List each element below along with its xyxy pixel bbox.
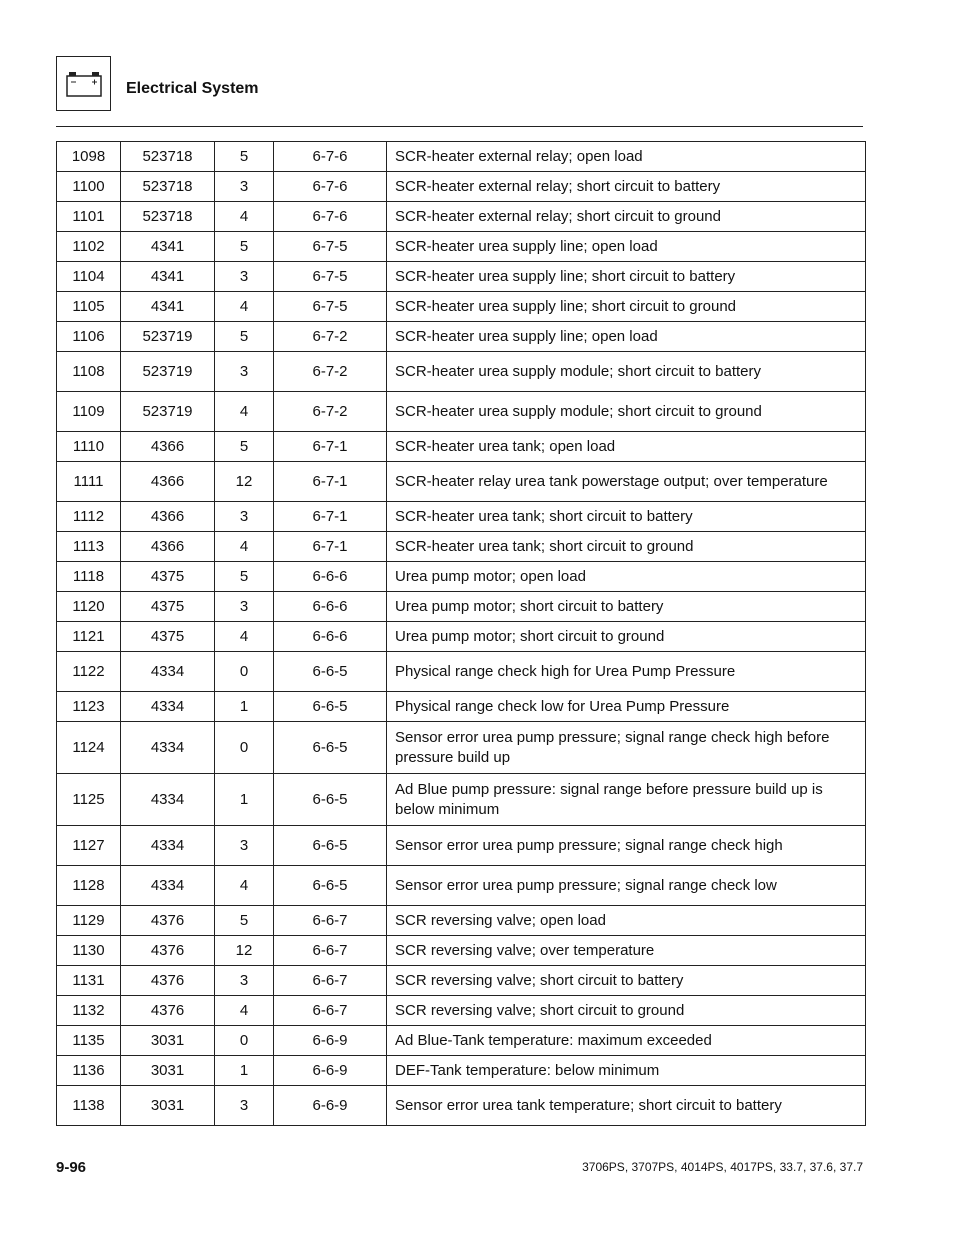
cell-ref: 6-6-5 (274, 866, 387, 906)
cell-ref: 6-7-1 (274, 532, 387, 562)
cell-description: Sensor error urea pump pressure; signal range check low (387, 866, 866, 906)
cell-description: SCR-heater external relay; open load (387, 142, 866, 172)
cell-ref: 6-7-2 (274, 322, 387, 352)
cell-spn: 4366 (121, 532, 215, 562)
cell-ref: 6-7-6 (274, 172, 387, 202)
cell-code: 1118 (57, 562, 121, 592)
cell-code: 1132 (57, 996, 121, 1026)
cell-ref: 6-7-1 (274, 432, 387, 462)
table-row (57, 292, 866, 322)
cell-code: 1120 (57, 592, 121, 622)
cell-spn: 4375 (121, 562, 215, 592)
cell-fmi: 5 (215, 232, 274, 262)
cell-spn: 4376 (121, 906, 215, 936)
table-row (57, 142, 866, 172)
table-row (57, 722, 866, 774)
cell-fmi: 0 (215, 1026, 274, 1056)
cell-description: DEF-Tank temperature: below minimum (387, 1056, 866, 1086)
cell-fmi: 1 (215, 692, 274, 722)
cell-spn: 4334 (121, 652, 215, 692)
page-number: 9-96 (56, 1159, 87, 1176)
cell-description: Sensor error urea pump pressure; signal range check high before pressure build up (387, 722, 866, 774)
cell-spn: 523719 (121, 392, 215, 432)
cell-description: SCR reversing valve; open load (387, 906, 866, 936)
cell-ref: 6-6-7 (274, 966, 387, 996)
cell-fmi: 4 (215, 866, 274, 906)
cell-spn: 4375 (121, 592, 215, 622)
cell-spn: 4376 (121, 936, 215, 966)
cell-fmi: 0 (215, 652, 274, 692)
cell-description: SCR-heater urea supply module; short circuit to ground (387, 392, 866, 432)
section-title: Electrical System (126, 80, 259, 97)
cell-fmi: 1 (215, 1056, 274, 1086)
cell-description: SCR-heater external relay; short circuit to ground (387, 202, 866, 232)
cell-code: 1125 (57, 774, 121, 826)
cell-code: 1111 (57, 462, 121, 502)
cell-fmi: 5 (215, 322, 274, 352)
cell-ref: 6-6-5 (274, 722, 387, 774)
cell-description: SCR-heater urea supply line; open load (387, 322, 866, 352)
table-row (57, 936, 866, 966)
cell-ref: 6-6-5 (274, 774, 387, 826)
cell-spn: 4334 (121, 866, 215, 906)
table-row (57, 502, 866, 532)
cell-code: 1101 (57, 202, 121, 232)
cell-fmi: 3 (215, 592, 274, 622)
table-row (57, 352, 866, 392)
table-row (57, 432, 866, 462)
cell-description: SCR-heater external relay; short circuit to battery (387, 172, 866, 202)
cell-description: SCR-heater relay urea tank powerstage output; over temperature (387, 462, 866, 502)
cell-code: 1127 (57, 826, 121, 866)
cell-code: 1102 (57, 232, 121, 262)
cell-fmi: 5 (215, 906, 274, 936)
table-row (57, 866, 866, 906)
table-row (57, 322, 866, 352)
cell-description: Urea pump motor; short circuit to battery (387, 592, 866, 622)
cell-description: SCR reversing valve; over temperature (387, 936, 866, 966)
cell-code: 1100 (57, 172, 121, 202)
cell-fmi: 4 (215, 532, 274, 562)
cell-description: Physical range check low for Urea Pump Pressure (387, 692, 866, 722)
cell-code: 1113 (57, 532, 121, 562)
cell-description: SCR reversing valve; short circuit to battery (387, 966, 866, 996)
table-row (57, 652, 866, 692)
table-row (57, 1056, 866, 1086)
table-row (57, 262, 866, 292)
cell-description: SCR-heater urea supply line; short circuit to battery (387, 262, 866, 292)
cell-ref: 6-6-6 (274, 562, 387, 592)
fault-code-table (56, 141, 866, 1126)
battery-icon (66, 71, 102, 97)
cell-ref: 6-7-2 (274, 392, 387, 432)
cell-spn: 4334 (121, 774, 215, 826)
cell-spn: 4366 (121, 462, 215, 502)
cell-description: Sensor error urea tank temperature; short circuit to battery (387, 1086, 866, 1126)
cell-code: 1130 (57, 936, 121, 966)
cell-ref: 6-6-9 (274, 1056, 387, 1086)
cell-code: 1110 (57, 432, 121, 462)
table-row (57, 692, 866, 722)
cell-code: 1112 (57, 502, 121, 532)
cell-fmi: 5 (215, 562, 274, 592)
cell-code: 1128 (57, 866, 121, 906)
cell-fmi: 4 (215, 996, 274, 1026)
cell-spn: 4341 (121, 292, 215, 322)
model-list: 3706PS, 3707PS, 4014PS, 4017PS, 33.7, 37.6, 37.7 (582, 1160, 863, 1174)
cell-spn: 523718 (121, 142, 215, 172)
cell-code: 1129 (57, 906, 121, 936)
cell-fmi: 4 (215, 392, 274, 432)
cell-ref: 6-6-9 (274, 1026, 387, 1056)
cell-ref: 6-6-5 (274, 826, 387, 866)
cell-fmi: 1 (215, 774, 274, 826)
cell-description: SCR-heater urea supply line; short circuit to ground (387, 292, 866, 322)
cell-ref: 6-7-5 (274, 262, 387, 292)
cell-code: 1109 (57, 392, 121, 432)
cell-ref: 6-6-5 (274, 692, 387, 722)
cell-spn: 523719 (121, 322, 215, 352)
cell-description: Ad Blue pump pressure: signal range before pressure build up is below minimum (387, 774, 866, 826)
cell-spn: 3031 (121, 1026, 215, 1056)
cell-ref: 6-6-9 (274, 1086, 387, 1126)
table-row (57, 532, 866, 562)
cell-fmi: 4 (215, 292, 274, 322)
cell-fmi: 3 (215, 1086, 274, 1126)
cell-spn: 4366 (121, 432, 215, 462)
cell-description: SCR reversing valve; short circuit to ground (387, 996, 866, 1026)
cell-description: SCR-heater urea tank; open load (387, 432, 866, 462)
table-row (57, 392, 866, 432)
cell-spn: 4376 (121, 966, 215, 996)
cell-code: 1138 (57, 1086, 121, 1126)
cell-description: Urea pump motor; short circuit to ground (387, 622, 866, 652)
cell-code: 1136 (57, 1056, 121, 1086)
cell-spn: 4334 (121, 722, 215, 774)
cell-description: SCR-heater urea tank; short circuit to battery (387, 502, 866, 532)
cell-spn: 523719 (121, 352, 215, 392)
cell-spn: 4376 (121, 996, 215, 1026)
cell-code: 1123 (57, 692, 121, 722)
cell-spn: 4334 (121, 692, 215, 722)
cell-fmi: 3 (215, 352, 274, 392)
table-row (57, 232, 866, 262)
cell-description: Urea pump motor; open load (387, 562, 866, 592)
cell-fmi: 4 (215, 202, 274, 232)
header-divider (56, 126, 863, 127)
cell-fmi: 12 (215, 462, 274, 502)
cell-code: 1131 (57, 966, 121, 996)
cell-fmi: 3 (215, 172, 274, 202)
cell-ref: 6-7-2 (274, 352, 387, 392)
table-row (57, 202, 866, 232)
cell-spn: 3031 (121, 1056, 215, 1086)
cell-ref: 6-7-1 (274, 502, 387, 532)
cell-code: 1122 (57, 652, 121, 692)
table-row (57, 622, 866, 652)
table-row (57, 966, 866, 996)
cell-code: 1121 (57, 622, 121, 652)
cell-ref: 6-6-7 (274, 906, 387, 936)
cell-fmi: 5 (215, 142, 274, 172)
table-row (57, 462, 866, 502)
header-icon-box (56, 56, 111, 111)
cell-description: SCR-heater urea tank; short circuit to ground (387, 532, 866, 562)
table-row (57, 562, 866, 592)
table-row (57, 172, 866, 202)
cell-ref: 6-6-7 (274, 936, 387, 966)
cell-code: 1108 (57, 352, 121, 392)
table-row (57, 1086, 866, 1126)
cell-description: Physical range check high for Urea Pump Pressure (387, 652, 866, 692)
cell-code: 1104 (57, 262, 121, 292)
cell-spn: 523718 (121, 202, 215, 232)
cell-code: 1105 (57, 292, 121, 322)
cell-ref: 6-7-5 (274, 292, 387, 322)
cell-spn: 523718 (121, 172, 215, 202)
cell-fmi: 5 (215, 432, 274, 462)
cell-code: 1098 (57, 142, 121, 172)
cell-spn: 3031 (121, 1086, 215, 1126)
cell-description: Ad Blue-Tank temperature: maximum exceeded (387, 1026, 866, 1056)
cell-ref: 6-6-6 (274, 592, 387, 622)
cell-ref: 6-6-5 (274, 652, 387, 692)
cell-code: 1124 (57, 722, 121, 774)
cell-description: SCR-heater urea supply module; short circuit to battery (387, 352, 866, 392)
cell-spn: 4341 (121, 232, 215, 262)
cell-description: Sensor error urea pump pressure; signal range check high (387, 826, 866, 866)
cell-ref: 6-7-1 (274, 462, 387, 502)
cell-ref: 6-7-6 (274, 202, 387, 232)
cell-code: 1135 (57, 1026, 121, 1056)
table-row (57, 906, 866, 936)
cell-ref: 6-7-6 (274, 142, 387, 172)
cell-fmi: 3 (215, 262, 274, 292)
cell-spn: 4334 (121, 826, 215, 866)
cell-fmi: 4 (215, 622, 274, 652)
cell-fmi: 12 (215, 936, 274, 966)
cell-fmi: 3 (215, 502, 274, 532)
cell-spn: 4366 (121, 502, 215, 532)
cell-code: 1106 (57, 322, 121, 352)
cell-description: SCR-heater urea supply line; open load (387, 232, 866, 262)
table-row (57, 592, 866, 622)
table-row (57, 1026, 866, 1056)
cell-ref: 6-6-6 (274, 622, 387, 652)
cell-fmi: 3 (215, 826, 274, 866)
cell-ref: 6-6-7 (274, 996, 387, 1026)
table-row (57, 774, 866, 826)
cell-ref: 6-7-5 (274, 232, 387, 262)
cell-spn: 4375 (121, 622, 215, 652)
cell-fmi: 0 (215, 722, 274, 774)
table-row (57, 996, 866, 1026)
cell-fmi: 3 (215, 966, 274, 996)
table-row (57, 826, 866, 866)
cell-spn: 4341 (121, 262, 215, 292)
